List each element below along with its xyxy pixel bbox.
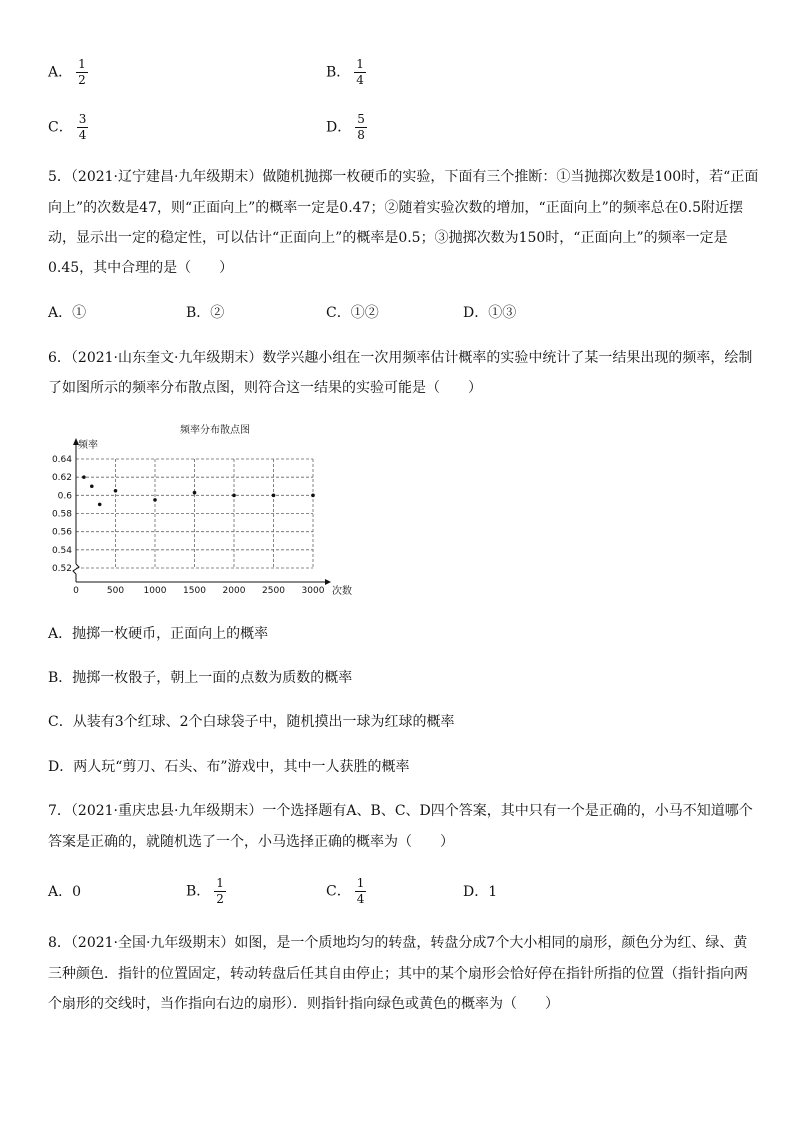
q7-stem-line2: 答案是正确的，就随机选了一个，小马选择正确的概率为（ ） xyxy=(48,834,454,850)
frequency-scatter-chart xyxy=(40,418,370,603)
data-point xyxy=(114,489,118,493)
q6-option-c: C．从装有3个红球、2个白球袋子中，随机摸出一球为红球的概率 xyxy=(48,714,455,730)
x-axis-arrow xyxy=(325,579,331,585)
q8-stem-line1: 8．（2021·全国·九年级期末）如图，是一个质地均匀的转盘，转盘分成7个大小相同的扇形，颜色分为红、绿、黄 xyxy=(48,935,748,951)
numerator: 1 xyxy=(78,57,86,71)
data-point xyxy=(90,484,94,488)
y-tick-label: 0.6 xyxy=(57,491,72,502)
q5-stem-line1: 5．（2021·辽宁建昌·九年级期末）做随机抛掷一枚硬币的实验，下面有三个推断：①当抛掷次数是100时，若“正面 xyxy=(48,169,759,185)
numerator: 1 xyxy=(356,57,364,71)
data-point xyxy=(193,491,197,495)
q4-option-b xyxy=(326,58,366,87)
q5-option-c: C．①② xyxy=(326,305,379,321)
option-label: D． xyxy=(326,119,352,136)
data-point xyxy=(311,494,315,498)
x-tick-label: 1500 xyxy=(183,586,206,596)
denominator: 4 xyxy=(356,892,365,906)
x-tick-label: 2000 xyxy=(222,586,246,596)
chart-svg xyxy=(40,418,370,603)
q5-option-a: A．① xyxy=(48,305,87,321)
q7-option-d xyxy=(463,882,497,902)
x-tick-label: 0 xyxy=(73,586,79,596)
grid xyxy=(76,459,313,568)
q4-option-c xyxy=(48,113,88,142)
option-label: A． xyxy=(48,64,73,81)
option-label: A．0 xyxy=(48,884,82,900)
q5-option-d: D．①③ xyxy=(463,305,517,321)
x-tick-label: 500 xyxy=(106,586,125,596)
fraction xyxy=(354,58,366,87)
data-point xyxy=(232,494,236,498)
q7-stem-line1: 7．（2021·重庆忠县·九年级期末）一个选择题有A、B、C、D四个答案，其中只有一个是正确的，小马不知道哪个 xyxy=(48,803,753,819)
x-tick-label: 2500 xyxy=(262,586,285,596)
denominator: 4 xyxy=(78,128,87,142)
denominator: 2 xyxy=(216,892,224,906)
fraction xyxy=(355,877,367,906)
option-label: B． xyxy=(326,64,351,81)
numerator: 1 xyxy=(216,876,224,890)
y-tick-label: 0.52 xyxy=(51,564,72,574)
option-label: D．1 xyxy=(463,884,498,900)
fraction xyxy=(355,113,367,142)
q5-option-b: B．② xyxy=(186,305,225,321)
q5-stem-line4: 0.45，其中合理的是（ ） xyxy=(48,260,234,276)
q4-option-d xyxy=(326,113,367,142)
q6-option-a: A．抛掷一枚硬币，正面向上的概率 xyxy=(48,626,269,642)
q8-stem-line2: 三种颜色．指针的位置固定，转动转盘后任其自由停止；其中的某个扇形会恰好停在指针所指的位置（指针指向两 xyxy=(48,966,748,982)
tick-labels xyxy=(52,455,325,596)
y-tick-label: 0.62 xyxy=(51,473,72,484)
option-label: C． xyxy=(326,883,351,900)
x-tick-label: 3000 xyxy=(301,586,325,596)
q6-stem-line2: 了如图所示的频率分布散点图，则符合这一结果的实验可能是（ ） xyxy=(48,380,482,396)
data-point xyxy=(153,498,157,502)
q7-option-a xyxy=(48,882,81,902)
q6-stem-line1: 6．（2021·山东奎文·九年级期末）数学兴趣小组在一次用频率估计概率的实验中统计了某一结果出现的频率，绘制 xyxy=(48,350,753,366)
q5-stem-line3: 动，显示出一定的稳定性，可以估计“正面向上”的概率是0.5；③抛掷次数为150时，“正面向上”的频率一定是 xyxy=(48,230,728,246)
denominator: 8 xyxy=(357,128,365,142)
axis-break xyxy=(73,564,79,574)
data-points xyxy=(82,475,315,506)
denominator: 4 xyxy=(356,73,364,87)
x-axis-label: 次数 xyxy=(332,586,352,597)
option-label: B． xyxy=(186,883,211,900)
q4-option-a xyxy=(48,58,88,87)
denominator: 2 xyxy=(78,73,86,87)
x-tick-label: 1000 xyxy=(143,586,167,596)
q6-option-d: D．两人玩“剪刀、石头、布”游戏中，其中一人获胜的概率 xyxy=(48,759,410,775)
chart-title: 频率分布散点图 xyxy=(180,425,250,436)
q6-option-b: B．抛掷一枚骰子，朝上一面的点数为质数的概率 xyxy=(48,670,353,686)
fraction xyxy=(77,113,89,142)
q5-stem-line2: 向上”的次数是47，则“正面向上”的概率一定是0.47；②随着实验次数的增加，“正面向上”的频率总在0.5附近摆 xyxy=(48,200,744,216)
q8-stem-line3: 个扇形的交线时，当作指向右边的扇形）．则指针指向绿色或黄色的概率为（ ） xyxy=(48,996,559,1012)
fraction xyxy=(214,877,226,906)
data-point xyxy=(272,494,276,498)
y-tick-label: 0.56 xyxy=(51,527,72,538)
y-tick-label: 0.64 xyxy=(51,455,72,465)
numerator: 3 xyxy=(78,112,87,126)
data-point xyxy=(82,475,86,479)
data-point xyxy=(98,503,102,507)
numerator: 5 xyxy=(357,112,365,126)
y-tick-label: 0.54 xyxy=(51,545,72,556)
q7-option-b xyxy=(186,877,226,906)
y-tick-label: 0.58 xyxy=(51,509,72,520)
numerator: 1 xyxy=(356,876,365,890)
fraction xyxy=(76,58,88,87)
q7-option-c xyxy=(326,877,366,906)
option-label: C． xyxy=(48,119,73,136)
y-axis-label: 频率 xyxy=(78,440,98,451)
axes xyxy=(73,438,331,585)
